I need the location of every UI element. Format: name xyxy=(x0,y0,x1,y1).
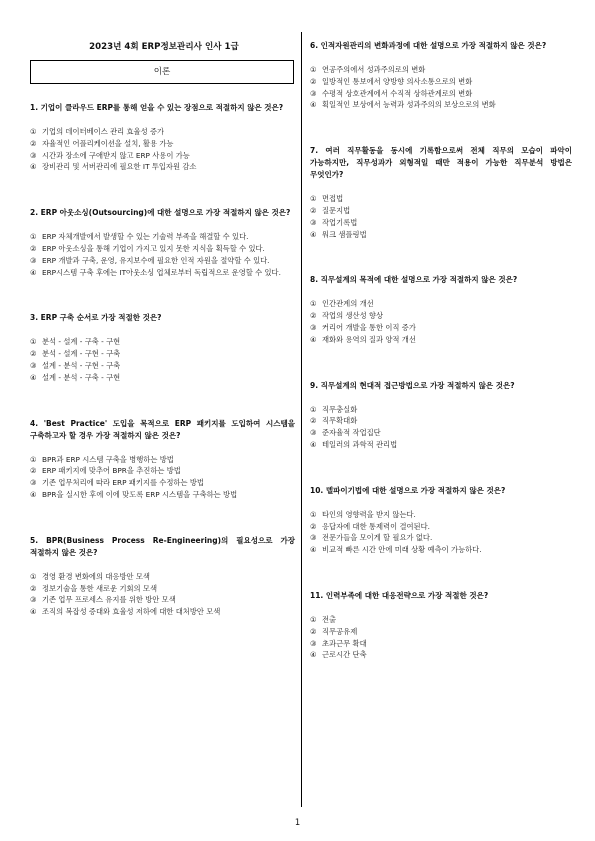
question-title: 4. 'Best Practice' 도입을 목적으로 ERP 패키지를 도입하여 시스템을 구축하고자 할 경우 가장 적절하지 않은 것은? xyxy=(30,418,295,440)
option-number: ④ xyxy=(30,162,37,172)
option-text: 설계 - 분석 - 구현 - 구축 xyxy=(42,360,121,370)
option-text: 자율적인 어플리케이션을 설치, 활용 가능 xyxy=(42,138,174,148)
option-number: ③ xyxy=(310,428,317,438)
option-list xyxy=(310,64,572,111)
option-number: ① xyxy=(310,509,317,519)
option-list xyxy=(30,126,295,173)
option-list xyxy=(30,571,295,618)
option[interactable] xyxy=(310,298,572,310)
option[interactable] xyxy=(30,594,295,606)
option-number: ② xyxy=(310,76,317,86)
option-text: BPR과 ERP 시스템 구축을 병행하는 방법 xyxy=(42,454,174,464)
option[interactable] xyxy=(310,64,572,76)
option-list xyxy=(30,454,295,501)
option[interactable] xyxy=(310,404,572,416)
option-number: ① xyxy=(310,194,317,204)
option-text: 작업의 생산성 향상 xyxy=(322,311,384,321)
option-number: ③ xyxy=(310,88,317,98)
option-number: ① xyxy=(30,232,37,242)
left-column xyxy=(30,102,295,618)
option-number: ② xyxy=(310,416,317,426)
question-1 xyxy=(30,102,295,173)
option-number: ③ xyxy=(310,217,317,227)
option-text: 획일적인 보상에서 능력과 성과주의의 보상으로의 변화 xyxy=(322,100,496,110)
option[interactable] xyxy=(310,217,572,229)
question-title: 3. ERP 구축 순서로 가장 적절한 것은? xyxy=(30,313,162,323)
option[interactable] xyxy=(30,465,295,477)
option[interactable] xyxy=(30,138,295,150)
section-label: 이론 xyxy=(30,60,294,84)
option-number: ② xyxy=(30,138,37,148)
option[interactable] xyxy=(310,626,572,638)
option-text: ERP 개발과 구축, 운영, 유지보수에 필요한 인적 자원을 절약할 수 있다. xyxy=(42,255,270,265)
option[interactable] xyxy=(310,427,572,439)
question-4 xyxy=(30,418,295,501)
option-list xyxy=(30,336,295,383)
option-list xyxy=(310,298,572,345)
option[interactable] xyxy=(30,255,295,267)
option-text: 설계 - 분석 - 구축 - 구현 xyxy=(42,372,121,382)
option-text: 수평적 상호관계에서 수직적 상하관계로의 변화 xyxy=(322,88,473,98)
option[interactable] xyxy=(310,532,572,544)
option[interactable] xyxy=(310,415,572,427)
option[interactable] xyxy=(310,439,572,451)
option[interactable] xyxy=(310,334,572,346)
option-number: ① xyxy=(30,337,37,347)
option-number: ② xyxy=(30,349,37,359)
option[interactable] xyxy=(30,571,295,583)
option-number: ② xyxy=(30,243,37,253)
option-text: 기업의 데이터베이스 관리 효율성 증가 xyxy=(42,127,165,136)
question-title: 8. 직무설계의 목적에 대한 설명으로 가장 적절하지 않은 것은? xyxy=(310,275,518,285)
option[interactable] xyxy=(310,521,572,533)
option-list xyxy=(310,193,572,240)
option-number: ③ xyxy=(30,255,37,265)
option-text: 전출 xyxy=(322,614,337,624)
option-text: 전문가들을 모이게 할 필요가 없다. xyxy=(322,533,433,543)
option-text: 타인의 영향력을 받지 않는다. xyxy=(322,509,416,519)
option-text: 커리어 개발을 통한 이직 증가 xyxy=(322,322,416,332)
option[interactable] xyxy=(310,229,572,241)
option-text: 직무확대화 xyxy=(322,416,358,426)
option-number: ④ xyxy=(310,100,317,110)
option[interactable] xyxy=(30,126,295,138)
option-text: 준자율적 작업집단 xyxy=(322,428,381,438)
option[interactable] xyxy=(30,372,295,384)
option-list xyxy=(310,614,572,661)
option-number: ② xyxy=(310,205,317,215)
option[interactable] xyxy=(310,88,572,100)
option-number: ④ xyxy=(30,372,37,382)
option-text: 초과근무 확대 xyxy=(322,638,367,648)
question-title: 5. BPR(Business Process Re-Engineering)의 필요성으로 가장 적절하지 않은 것은? xyxy=(30,535,295,557)
option[interactable] xyxy=(30,243,295,255)
option-text: 워크 샘플링법 xyxy=(322,229,367,239)
option-text: 기존 업무처리에 따라 ERP 패키지를 수정하는 방법 xyxy=(42,478,204,488)
option-text: 분석 - 설계 - 구현 - 구축 xyxy=(42,349,121,359)
option-number: ④ xyxy=(310,334,317,344)
option[interactable] xyxy=(30,360,295,372)
option-number: ④ xyxy=(30,267,37,277)
option-number: ④ xyxy=(30,489,37,499)
option-number: ② xyxy=(310,311,317,321)
question-title: 1. 기업이 클라우드 ERP를 통해 얻을 수 있는 장점으로 적절하지 않은 것은? xyxy=(30,103,284,112)
option-number: ② xyxy=(310,626,317,636)
option[interactable] xyxy=(30,336,295,348)
option-number: ① xyxy=(310,404,317,414)
option[interactable] xyxy=(30,454,295,466)
option[interactable] xyxy=(310,76,572,88)
option-text: 직무충실화 xyxy=(322,404,358,414)
question-title: 7. 여러 직무활동을 동시에 기록함으로써 전체 직무의 모습이 파악이 가능하지만, 직무성과가 외형적일 때만 적용이 가능한 직무분석 방법은 무엇인가? xyxy=(310,146,572,180)
question-title: 10. 델파이기법에 대한 설명으로 가장 적절하지 않은 것은? xyxy=(310,485,506,495)
option-text: 테일러의 과학적 관리법 xyxy=(322,439,398,449)
option[interactable] xyxy=(30,606,295,618)
option[interactable] xyxy=(30,161,295,173)
option-number: ④ xyxy=(310,439,317,449)
question-8 xyxy=(310,274,572,345)
option-text: ERP 패키지에 맞추어 BPR을 추진하는 방법 xyxy=(42,466,181,476)
option[interactable] xyxy=(30,477,295,489)
option-text: 장비관리 및 서버관리에 필요한 IT 투입자원 감소 xyxy=(42,162,197,172)
option-number: ② xyxy=(310,521,317,531)
right-column xyxy=(310,40,572,661)
question-11 xyxy=(310,590,572,661)
option-number: ① xyxy=(30,571,37,581)
option-number: ③ xyxy=(310,638,317,648)
option-number: ③ xyxy=(30,478,37,488)
option-number: ① xyxy=(30,454,37,464)
option-text: ERP시스템 구축 후에는 IT아웃소싱 업체로부터 독립적으로 운영할 수 있다. xyxy=(42,267,281,277)
option-text: ERP 아웃소싱을 통해 기업이 가지고 있지 못한 지식을 획득할 수 있다. xyxy=(42,243,265,253)
option[interactable] xyxy=(310,322,572,334)
option-text: 근로시간 단축 xyxy=(322,650,367,660)
option-text: 질문지법 xyxy=(322,205,351,215)
question-title: 2. ERP 아웃소싱(Outsourcing)에 대한 설명으로 가장 적절하지 않은 것은? xyxy=(30,208,291,218)
question-3 xyxy=(30,312,295,383)
option[interactable] xyxy=(310,193,572,205)
option-text: 경영 환경 변화에의 대응방안 모색 xyxy=(42,571,150,581)
option[interactable] xyxy=(30,583,295,595)
option-number: ④ xyxy=(30,607,37,617)
option[interactable] xyxy=(30,348,295,360)
page-title: 2023년 4회 ERP정보관리사 인사 1급 xyxy=(89,42,239,52)
option-text: 작업기록법 xyxy=(322,217,358,227)
option-list xyxy=(30,231,295,278)
option[interactable] xyxy=(310,614,572,626)
option[interactable] xyxy=(310,99,572,111)
option-text: 직무공유제 xyxy=(322,626,358,636)
question-2 xyxy=(30,207,295,278)
option-text: 응답자에 대한 통제력이 결여된다. xyxy=(322,521,430,531)
option-text: 정보기술을 통한 새로운 기회의 모색 xyxy=(42,583,158,593)
option-text: 면접법 xyxy=(322,194,344,204)
option-number: ③ xyxy=(310,322,317,332)
option[interactable] xyxy=(30,267,295,279)
option[interactable] xyxy=(30,489,295,501)
option-text: 인간관계의 개선 xyxy=(322,299,374,309)
option[interactable] xyxy=(310,509,572,521)
column-divider xyxy=(301,32,302,807)
question-title: 6. 인적자원관리의 변화과정에 대한 설명으로 가장 적절하지 않은 것은? xyxy=(310,41,547,50)
question-6 xyxy=(310,40,572,111)
question-9 xyxy=(310,380,572,451)
option-number: ① xyxy=(310,614,317,624)
option-list xyxy=(310,509,572,556)
option[interactable] xyxy=(310,649,572,661)
option-text: 연공주의에서 성과주의로의 변화 xyxy=(322,65,426,74)
option-text: 기존 업무 프로세스 유지를 위한 방안 모색 xyxy=(42,595,176,605)
option[interactable] xyxy=(310,638,572,650)
option-number: ③ xyxy=(30,360,37,370)
page-number: 1 xyxy=(294,817,301,827)
option-text: BPR을 실시한 후에 이에 맞도록 ERP 시스템을 구축하는 방법 xyxy=(42,489,238,499)
option-number: ② xyxy=(30,583,37,593)
option-number: ④ xyxy=(310,650,317,660)
option-number: ① xyxy=(310,65,317,74)
option-number: ③ xyxy=(30,595,37,605)
option[interactable] xyxy=(310,544,572,556)
option-list xyxy=(310,404,572,451)
option[interactable] xyxy=(30,231,295,243)
option-number: ④ xyxy=(310,545,317,555)
question-5 xyxy=(30,535,295,618)
question-title: 11. 인력부족에 대한 대응전략으로 가장 적절한 것은? xyxy=(310,590,489,600)
option-text: 분석 - 설계 - 구축 - 구현 xyxy=(42,337,121,347)
option-number: ② xyxy=(30,466,37,476)
question-7 xyxy=(310,145,572,240)
option-text: ERP 자체개발에서 발생할 수 있는 기술력 부족을 해결할 수 있다. xyxy=(42,232,249,242)
option-number: ③ xyxy=(30,150,37,160)
option-text: 비교적 빠른 시간 안에 미래 상황 예측이 가능하다. xyxy=(322,545,482,555)
option[interactable] xyxy=(310,310,572,322)
option[interactable] xyxy=(310,205,572,217)
option[interactable] xyxy=(30,150,295,162)
option-text: 시간과 장소에 구애받지 않고 ERP 사용이 가능 xyxy=(42,150,190,160)
question-title: 9. 직무설계의 현대적 접근방법으로 가장 적절하지 않은 것은? xyxy=(310,380,515,390)
option-number: ① xyxy=(310,299,317,309)
option-number: ④ xyxy=(310,229,317,239)
option-text: 조직의 복잡성 증대와 효율성 저하에 대한 대처방안 모색 xyxy=(42,607,221,617)
option-text: 재화와 용역의 질과 양적 개선 xyxy=(322,334,416,344)
option-text: 일방적인 통보에서 양방향 의사소통으로의 변화 xyxy=(322,76,473,86)
question-10 xyxy=(310,485,572,556)
option-number: ① xyxy=(30,127,37,136)
option-number: ③ xyxy=(310,533,317,543)
